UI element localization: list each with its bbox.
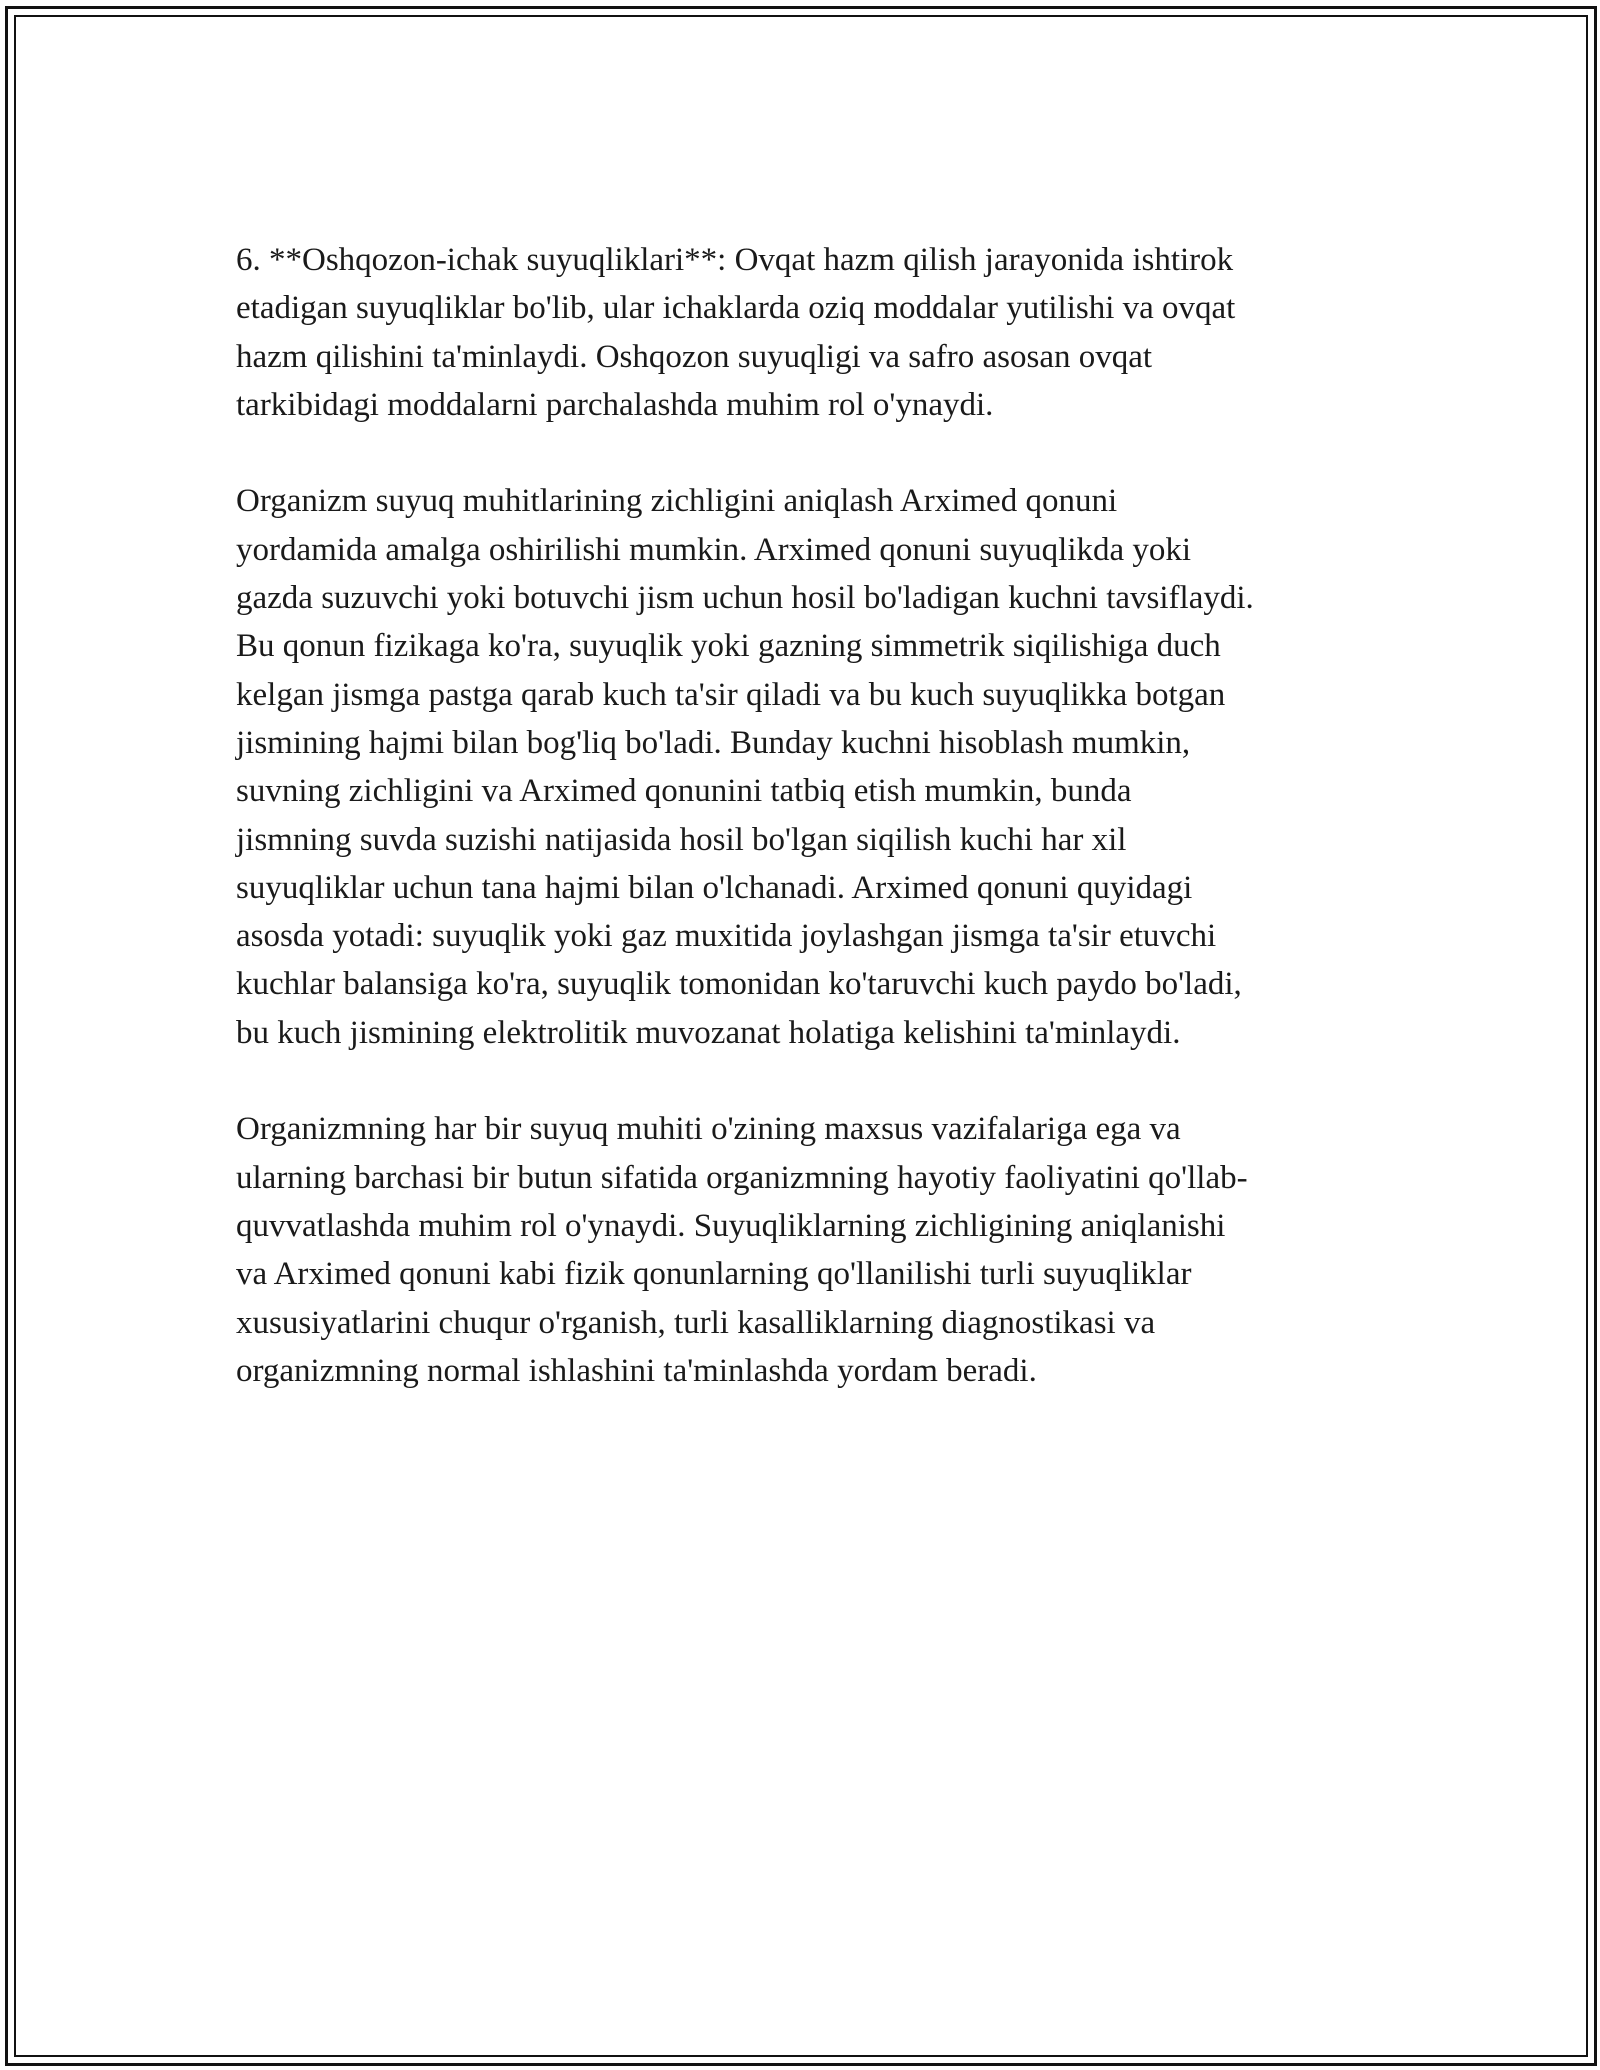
text-line: suyuqliklar uchun tana hajmi bilan o'lchanadi. Arximed qonuni quyidagi	[236, 869, 1193, 906]
text-line: gazda suzuvchi yoki botuvchi jism uchun hosil bo'ladigan kuchni tavsiflaydi.	[236, 580, 1254, 617]
text-line: ularning barchasi bir butun sifatida organizmning hayotiy faoliyatini qo'llab-	[236, 1159, 1248, 1196]
text-line: etadigan suyuqliklar bo'lib, ular ichaklarda oziq moddalar yutilishi va ovqat	[236, 290, 1236, 327]
text-line: Organizmning har bir suyuq muhiti o'zining maxsus vazifalariga ega va	[236, 1111, 1181, 1148]
text-line: Organizm suyuq muhitlarining zichligini aniqlash Arximed qonuni	[236, 483, 1118, 520]
text-line: 6. **Oshqozon-ichak suyuqliklari**: Ovqat hazm qilish jarayonida ishtirok	[236, 242, 1234, 278]
text-line: hazm qilishini ta'minlaydi. Oshqozon suyuqligi va safro asosan ovqat	[236, 338, 1153, 375]
document-body	[236, 236, 1376, 1395]
text-line: va Arximed qonuni kabi fizik qonunlarning qo'llanilishi turli suyuqliklar	[236, 1256, 1192, 1293]
text-line: bu kuch jismining elektrolitik muvozanat holatiga kelishini ta'minlaydi.	[236, 1014, 1181, 1051]
text-line: suvning zichligini va Arximed qonunini tatbiq etish mumkin, bunda	[236, 773, 1132, 810]
text-line: organizmning normal ishlashini ta'minlashda yordam beradi.	[236, 1352, 1037, 1389]
text-line: asosda yotadi: suyuqlik yoki gaz muxitida joylashgan jismga ta'sir etuvchi	[236, 918, 1217, 955]
text-line: kuchlar balansiga ko'ra, suyuqlik tomonidan ko'taruvchi kuch paydo bo'ladi,	[236, 966, 1242, 1003]
text-line: jismining hajmi bilan bog'liq bo'ladi. Bunday kuchni hisoblash mumkin,	[236, 724, 1191, 761]
paragraph-digestive-fluids	[236, 236, 1376, 429]
paragraph-conclusion	[236, 1105, 1376, 1395]
text-line: jismning suvda suzishi natijasida hosil bo'lgan siqilish kuchi har xil	[236, 821, 1127, 858]
text-line: tarkibidagi moddalarni parchalashda muhim rol o'ynaydi.	[236, 386, 994, 423]
text-line: Bu qonun fizikaga ko'ra, suyuqlik yoki gazning simmetrik siqilishiga duch	[236, 628, 1221, 665]
text-line: kelgan jismga pastga qarab kuch ta'sir qiladi va bu kuch suyuqlikka botgan	[236, 676, 1226, 713]
text-line: xususiyatlarini chuqur o'rganish, turli kasalliklarning diagnostikasi va	[236, 1304, 1156, 1341]
paragraph-archimedes-law	[236, 477, 1376, 1057]
text-line: quvvatlashda muhim rol o'ynaydi. Suyuqliklarning zichligining aniqlanishi	[236, 1207, 1226, 1244]
text-line: yordamida amalga oshirilishi mumkin. Arximed qonuni suyuqlikda yoki	[236, 531, 1192, 568]
